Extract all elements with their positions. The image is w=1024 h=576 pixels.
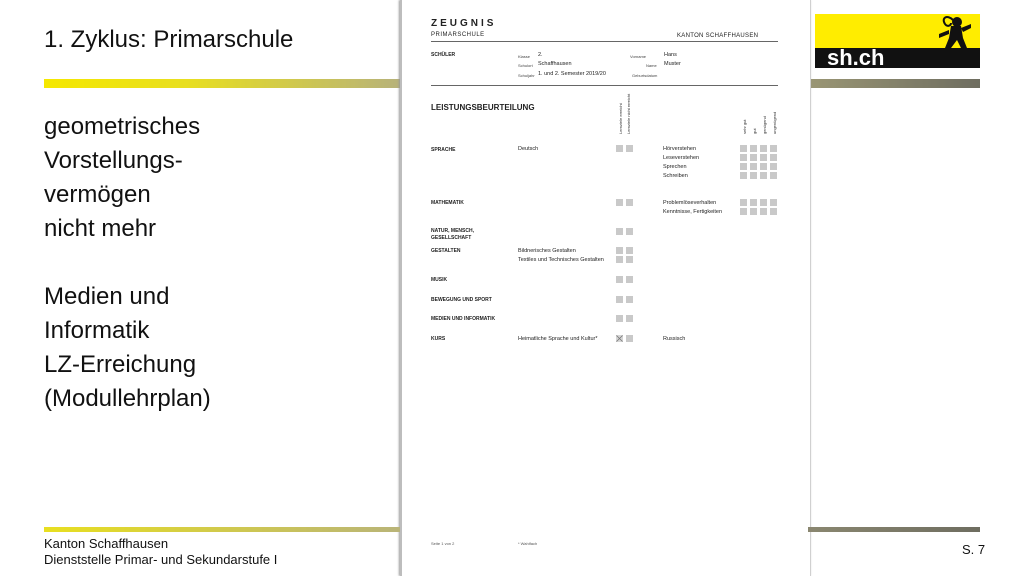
checkbox-square <box>616 315 623 322</box>
header-accent-bar <box>44 79 400 88</box>
doc-footnote: * Wahlfach <box>518 541 538 546</box>
checkbox-square <box>750 163 757 170</box>
field-label: Geburtsdatum <box>632 73 658 78</box>
doc-title: ZEUGNIS <box>431 18 497 29</box>
body-line: vermögen <box>44 181 151 208</box>
report-card-document <box>400 0 811 576</box>
slide-title: 1. Zyklus: Primarschule <box>44 26 294 53</box>
sh-logo <box>815 14 980 68</box>
checkbox-square <box>770 208 777 215</box>
column-header: Lernziele erreicht <box>618 103 623 134</box>
checkbox-square <box>760 208 767 215</box>
checkbox-square <box>750 145 757 152</box>
subject-label: MATHEMATIK <box>431 200 464 206</box>
checkbox-square <box>740 208 747 215</box>
checkbox-square <box>750 172 757 179</box>
body-line: Medien und <box>44 283 170 310</box>
checkbox-square <box>750 154 757 161</box>
checkbox-square <box>770 145 777 152</box>
body-line: LZ-Erreichung <box>44 351 197 378</box>
column-header: Lernziele nicht erreicht <box>626 93 631 134</box>
body-line: Informatik <box>44 317 150 344</box>
field-value: Muster <box>664 61 681 67</box>
body-line: nicht mehr <box>44 215 157 242</box>
doc-subtitle: PRIMARSCHULE <box>431 32 485 38</box>
subject-label: MEDIEN UND INFORMATIK <box>431 316 496 322</box>
subject-label: MUSIK <box>431 277 448 283</box>
subject-sub: Textiles und Technisches Gestalten <box>518 257 604 263</box>
checkbox-square <box>740 154 747 161</box>
field-label: Vorname <box>630 54 647 59</box>
checkbox-square <box>770 154 777 161</box>
subject-label: SPRACHE <box>431 147 456 153</box>
doc-page-footer: Seite 1 von 2 <box>431 541 455 546</box>
field-value: Hans <box>664 52 677 58</box>
field-value: 2. <box>538 52 543 58</box>
checkbox-square <box>616 199 623 206</box>
skill-label: Leseverstehen <box>663 155 700 161</box>
divider <box>431 41 778 42</box>
body-line: (Modullehrplan) <box>44 385 211 412</box>
field-label: Schuljahr <box>518 73 535 78</box>
footer-accent-bar <box>44 527 400 532</box>
header-accent-bar-right <box>808 79 980 88</box>
checkbox-square <box>740 172 747 179</box>
checkbox-square <box>760 145 767 152</box>
footer-text <box>44 536 277 568</box>
checkbox-square <box>616 247 623 254</box>
checkbox-square <box>750 208 757 215</box>
column-header: sehr gut <box>742 119 747 134</box>
student-section-label: SCHÜLER <box>431 52 456 58</box>
checkbox-square <box>616 276 623 283</box>
course-language: Russisch <box>663 336 686 342</box>
subject-label: NATUR, MENSCH, GESELLSCHAFT <box>431 228 474 241</box>
skill-label: Problemlöseverhalten <box>663 200 717 206</box>
checkbox-square <box>626 296 633 303</box>
field-label: Klasse <box>518 54 531 59</box>
slide-body <box>44 110 211 416</box>
checkbox-square <box>760 163 767 170</box>
column-header: gut <box>752 128 757 134</box>
field-value: Schaffhausen <box>538 61 572 67</box>
skill-label: Schreiben <box>663 173 688 179</box>
body-line: geometrisches <box>44 113 201 140</box>
logo-text: sh.ch <box>827 45 885 70</box>
footer-line: Dienststelle Primar- und Sekundarstufe I <box>44 552 278 567</box>
checkbox-square <box>626 228 633 235</box>
checkbox-square <box>626 256 633 263</box>
body-line: Vorstellungs- <box>44 147 183 174</box>
checkbox-square <box>616 145 623 152</box>
field-value: 1. und 2. Semester 2019/20 <box>538 71 606 77</box>
page-number: S. 7 <box>962 542 986 557</box>
field-label: Schulort <box>518 63 533 68</box>
checkbox-square <box>626 335 633 342</box>
checkbox-square <box>616 296 623 303</box>
checkbox-square <box>770 172 777 179</box>
checkbox-square <box>740 199 747 206</box>
checkbox-square <box>626 315 633 322</box>
column-header: genügend <box>762 116 767 134</box>
checkbox-square <box>626 247 633 254</box>
assessment-heading: LEISTUNGSBEURTEILUNG <box>431 103 535 112</box>
field-label: Name <box>646 63 657 68</box>
checkbox-square <box>626 199 633 206</box>
subject-sub: Heimatliche Sprache und Kultur* <box>518 336 598 342</box>
body-spacer <box>44 246 211 280</box>
subject-label: BEWEGUNG UND SPORT <box>431 297 492 303</box>
skill-label: Kenntnisse, Fertigkeiten <box>663 209 723 215</box>
skill-label: Sprechen <box>663 164 687 170</box>
checkbox-square <box>770 163 777 170</box>
column-header: ungenügend <box>772 111 777 134</box>
checkbox-square <box>616 256 623 263</box>
subject-label: KURS <box>431 336 446 342</box>
footer-line: Kanton Schaffhausen <box>44 536 169 551</box>
subject-label: GESTALTEN <box>431 248 461 254</box>
checkbox-square <box>750 199 757 206</box>
subject-sub: Deutsch <box>518 146 539 152</box>
checkbox-square <box>626 145 633 152</box>
checked-box <box>616 335 623 342</box>
checkbox-square <box>626 276 633 283</box>
subject-sub: Bildnerisches Gestalten <box>518 248 576 254</box>
checkbox-square <box>740 163 747 170</box>
checkbox-square <box>760 199 767 206</box>
checkbox-square <box>616 228 623 235</box>
ram-icon <box>927 14 977 66</box>
footer-accent-bar-right <box>808 527 980 532</box>
divider <box>431 85 778 86</box>
doc-canton: KANTON SCHAFFHAUSEN <box>677 33 759 39</box>
checkbox-square <box>760 172 767 179</box>
checkbox-square <box>760 154 767 161</box>
checkbox-square <box>740 145 747 152</box>
checkbox-square <box>770 199 777 206</box>
skill-label: Hörverstehen <box>663 146 697 152</box>
